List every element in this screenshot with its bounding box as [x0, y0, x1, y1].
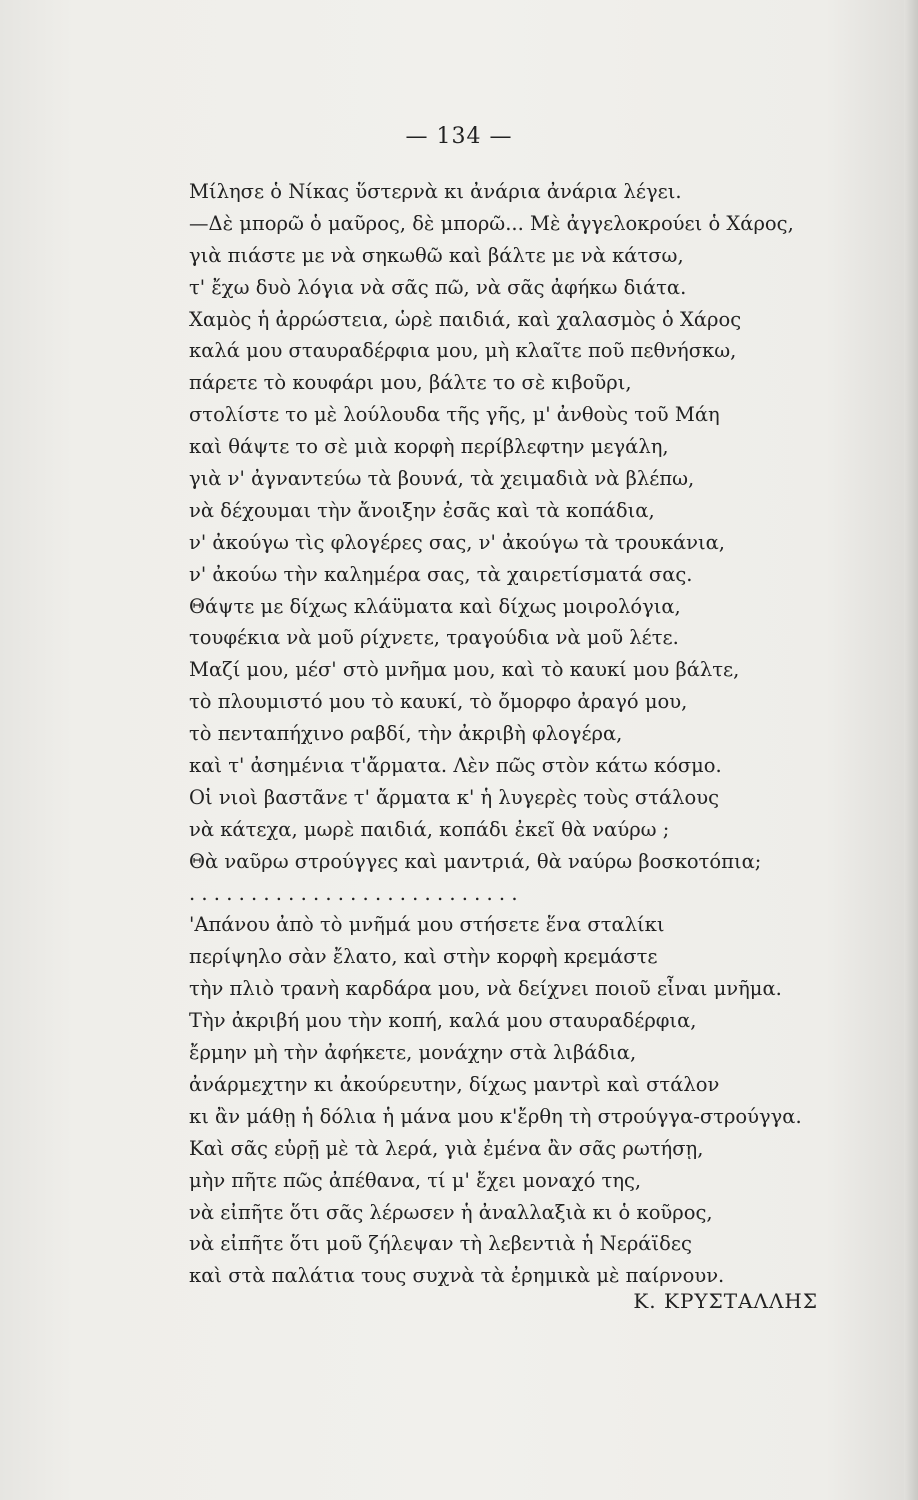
author-signature: Κ. ΚΡΥΣΤΑΛΛΗΣ	[633, 1289, 818, 1313]
poem-line: νὰ εἰπῆτε ὅτι μοῦ ζήλεψαν τὴ λεβεντιὰ ἡ Νεράϊδες	[189, 1232, 692, 1256]
poem-line: τ' ἔχω δυὸ λόγια νὰ σᾶς πῶ, νὰ σᾶς ἀφήκω διάτα.	[189, 275, 687, 299]
poem-line: 'Απάνου ἀπὸ τὸ μνῆμά μου στήσετε ἕνα σταλίκι	[189, 913, 665, 937]
poem-line: ν' ἀκούω τὴν καλημέρα σας, τὰ χαιρετίσματά σας.	[189, 562, 693, 586]
poem-line: νὰ δέχουμαι τὴν ἄνοιξην ἐσᾶς καὶ τὰ κοπάδια,	[189, 498, 655, 522]
poem-line: Τὴν ἀκριβή μου τὴν κοπή, καλά μου σταυραδέρφια,	[189, 1009, 697, 1033]
poem-line: τουφέκια νὰ μοῦ ρίχνετε, τραγούδια νὰ μοῦ λέτε.	[189, 626, 679, 650]
poem-line: νὰ κάτεχα, μωρὲ παιδιά, κοπάδι ἐκεῖ θὰ ναύρω ;	[189, 817, 670, 841]
ellipsis-line: . . . . . . . . . . . . . . . . . . . . . . . . . . .	[189, 881, 518, 905]
poem-line: κι ἂν μάθῃ ἡ δόλια ἡ μάνα μου κ'ἔρθη τὴ στρούγγα-στρούγγα.	[189, 1104, 802, 1128]
poem-line: τὸ πλουμιστό μου τὸ καυκί, τὸ ὄμορφο ἀραγό μου,	[189, 690, 688, 714]
poem-line: καὶ τ' ἀσημένια τ'ἄρματα. Λὲν πῶς στὸν κάτω κόσμο.	[189, 754, 722, 778]
poem-line: —Δὲ μπορῶ ὁ μαῦρος, δὲ μπορῶ... Μὲ ἀγγελοκρούει ὁ Χάρος,	[189, 211, 794, 235]
poem-line: στολίστε το μὲ λούλουδα τῆς γῆς, μ' ἀνθοὺς τοῦ Μάη	[189, 403, 720, 427]
poem-line: περίψηλο σὰν ἔλατο, καὶ στὴν κορφὴ κρεμάστε	[189, 945, 658, 969]
poem-line: μὴν πῆτε πῶς ἀπέθανα, τί μ' ἔχει μοναχό της,	[189, 1168, 642, 1192]
poem-line: γιὰ ν' ἀγναντεύω τὰ βουνά, τὰ χειμαδιὰ νὰ βλέπω,	[189, 467, 695, 491]
poem-line: Μίλησε ὁ Νίκας ὕστερνὰ κι ἀνάρια ἀνάρια λέγει.	[189, 180, 682, 203]
poem-line: νὰ εἰπῆτε ὅτι σᾶς λέρωσεν ἡ ἀναλλαξιὰ κι ὁ κοῦρος,	[189, 1200, 713, 1224]
poem-line: τὸ πενταπήχινο ραβδί, τὴν ἀκριβὴ φλογέρα,	[189, 722, 623, 746]
poem-line: Θὰ ναῦρω στρούγγες καὶ μαντριά, θὰ ναύρω βοσκοτόπια;	[189, 849, 762, 873]
poem-line: Καὶ σᾶς εὑρῇ μὲ τὰ λερά, γιὰ ἐμένα ἂν σᾶς ρωτήσῃ,	[189, 1136, 704, 1160]
poem-line: τὴν πλιὸ τρανὴ καρδάρα μου, νὰ δείχνει ποιοῦ εἶναι μνῆμα.	[189, 977, 782, 1001]
poem-line: Θάψτε με δίχως κλάϋματα καὶ δίχως μοιρολόγια,	[189, 594, 681, 618]
poem-text	[189, 176, 869, 1292]
poem-line: καλά μου σταυραδέρφια μου, μὴ κλαῖτε ποῦ πεθνήσκω,	[189, 339, 737, 363]
poem-line: Οἱ νιοὶ βαστᾶνε τ' ἄρματα κ' ἡ λυγερὲς τοὺς στάλους	[189, 785, 720, 809]
poem-line: ν' ἀκούγω τὶς φλογέρες σας, ν' ἀκούγω τὰ τρουκάνια,	[189, 530, 726, 554]
poem-line: καὶ θάψτε το σὲ μιὰ κορφὴ περίβλεφτην μεγάλη,	[189, 435, 669, 459]
poem-line: ἔρμην μὴ τὴν ἀφήκετε, μονάχην στὰ λιβάδια,	[189, 1041, 637, 1065]
page-number: — 134 —	[405, 124, 513, 149]
poem-line: πάρετε τὸ κουφάρι μου, βάλτε το σὲ κιβοῦρι,	[189, 371, 632, 395]
poem-line: Χαμὸς ἡ ἀρρώστεια, ὡρὲ παιδιά, καὶ χαλασμὸς ὁ Χάρος	[189, 307, 742, 331]
poem-line: Μαζί μου, μέσ' στὸ μνῆμα μου, καὶ τὸ καυκί μου βάλτε,	[189, 658, 740, 682]
poem-line: καὶ στὰ παλάτια τους συχνὰ τὰ ἐρημικὰ μὲ παίρνουν.	[189, 1264, 725, 1288]
page-edge-shadow	[904, 0, 918, 1500]
poem-line: ἀνάρμεχτην κι ἀκούρευτην, δίχως μαντρὶ καὶ στάλον	[189, 1072, 720, 1096]
poem-line: γιὰ πιάστε με νὰ σηκωθῶ καὶ βάλτε με νὰ κάτσω,	[189, 243, 684, 267]
